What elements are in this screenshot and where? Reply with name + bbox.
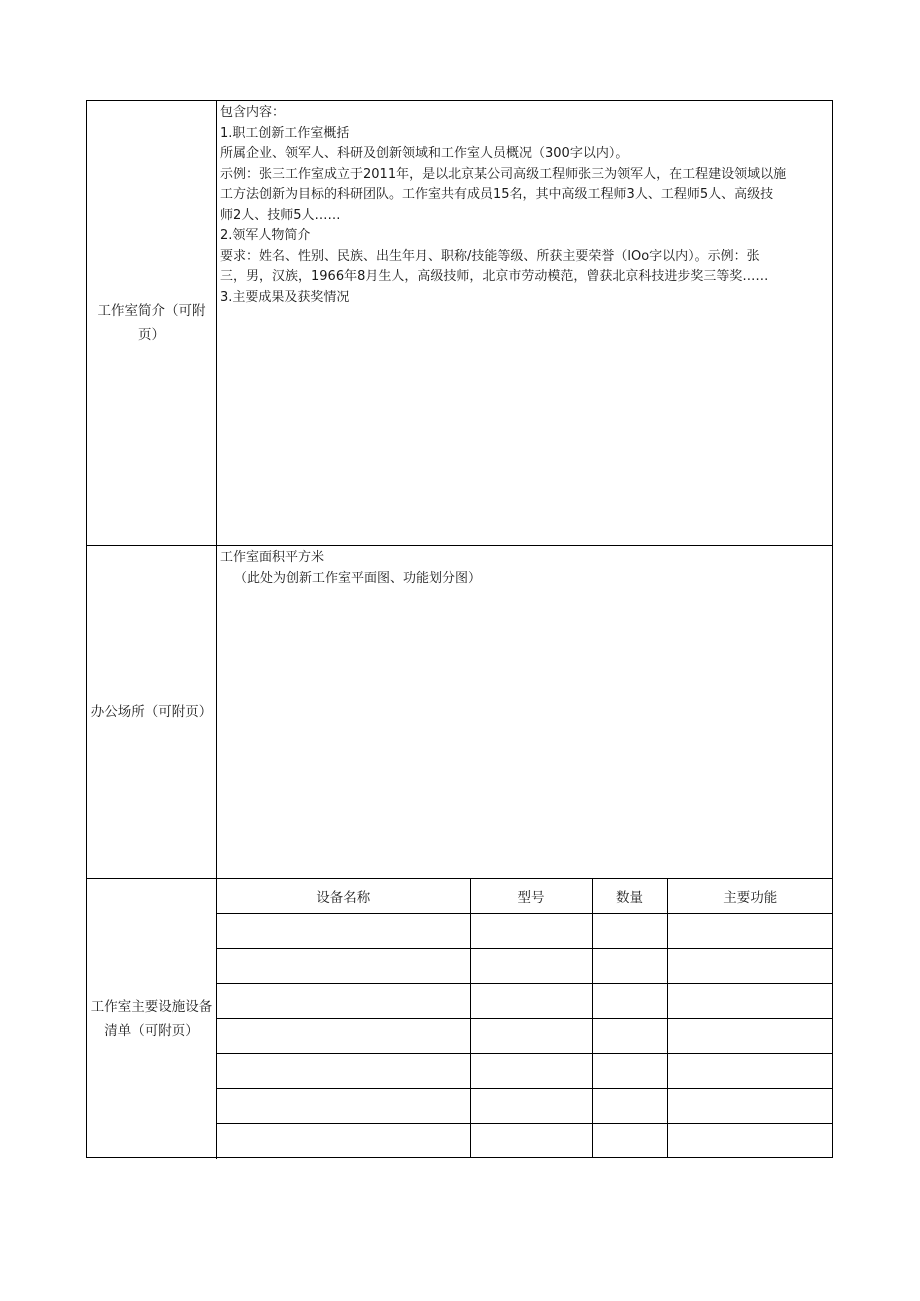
cell-equipment-name[interactable] [217,1019,470,1054]
cell-quantity[interactable] [592,914,667,949]
equipment-row [87,879,832,1159]
cell-main-function[interactable] [667,1089,833,1124]
intro-line: 2.领军人物简介 [220,228,311,243]
cell-quantity[interactable] [592,1019,667,1054]
equipment-label [87,879,217,1159]
intro-line: 示例：张三工作室成立于2011年，是以北京某公司高级工程师张三为领军人，在工程建设领域以施 [220,166,787,182]
table-row [217,1124,833,1159]
equipment-label-text: 工作室主要设施设备清单（可附页） [90,999,213,1039]
cell-main-function[interactable] [667,914,833,949]
intro-line: 包含内容： [220,105,286,120]
office-area-text: 工作室面积平方米 [220,550,325,565]
intro-label [87,101,217,545]
table-row [217,1089,833,1124]
intro-line: 要求：姓名、性别、民族、出生年月、职称/技能等级、所获主要荣誉（lOo字以内）。示例：张 [220,248,760,264]
cell-equipment-name[interactable] [217,984,470,1019]
intro-content[interactable] [217,101,832,545]
office-label [87,546,217,878]
cell-quantity[interactable] [592,1089,667,1124]
intro-line: 三，男，汉族，1966年8月生人，高级技师，北京市劳动模范，曾获北京科技进步奖三等奖…… [220,269,769,284]
table-row [217,1019,833,1054]
application-form-table [86,100,833,1158]
cell-model[interactable] [470,914,592,949]
cell-model[interactable] [470,984,592,1019]
table-row [217,914,833,949]
office-label-text: 办公场所（可附页） [90,704,213,720]
intro-line: 工方法创新为目标的科研团队。工作室共有成员15名，其中高级工程师3人、工程师5人、高级技 [220,187,774,202]
cell-quantity[interactable] [592,984,667,1019]
header-main-function: 主要功能 [667,879,833,914]
cell-equipment-name[interactable] [217,1089,470,1124]
intro-row [87,101,832,546]
cell-model[interactable] [470,1089,592,1124]
cell-equipment-name[interactable] [217,1124,470,1159]
intro-line: 1.职工创新工作室概括 [220,125,350,141]
cell-model[interactable] [470,1019,592,1054]
cell-model[interactable] [470,949,592,984]
cell-main-function[interactable] [667,1124,833,1159]
cell-quantity[interactable] [592,1124,667,1159]
table-row [217,1054,833,1089]
office-note: （此处为创新工作室平面图、功能划分图） [234,570,482,586]
intro-label-text: 工作室简介（可附页） [97,303,206,343]
cell-main-function[interactable] [667,984,833,1019]
intro-line: 所属企业、领军人、科研及创新领域和工作室人员概况（300字以内）。 [220,146,629,161]
cell-equipment-name[interactable] [217,1054,470,1089]
cell-equipment-name[interactable] [217,914,470,949]
intro-line: 师2人、技师5人…… [220,207,341,223]
table-row [217,984,833,1019]
office-content[interactable] [217,546,832,878]
cell-quantity[interactable] [592,1054,667,1089]
cell-model[interactable] [470,1124,592,1159]
cell-equipment-name[interactable] [217,949,470,984]
cell-quantity[interactable] [592,949,667,984]
table-row [217,949,833,984]
cell-model[interactable] [470,1054,592,1089]
cell-main-function[interactable] [667,1054,833,1089]
header-quantity: 数量 [592,879,667,914]
header-model: 型号 [470,879,592,914]
cell-main-function[interactable] [667,1019,833,1054]
intro-line: 3.主要成果及获奖情况 [220,289,350,305]
cell-main-function[interactable] [667,949,833,984]
header-equipment-name: 设备名称 [217,879,470,914]
office-row [87,546,832,879]
equipment-table [217,879,833,1158]
equipment-header-row [217,879,833,914]
